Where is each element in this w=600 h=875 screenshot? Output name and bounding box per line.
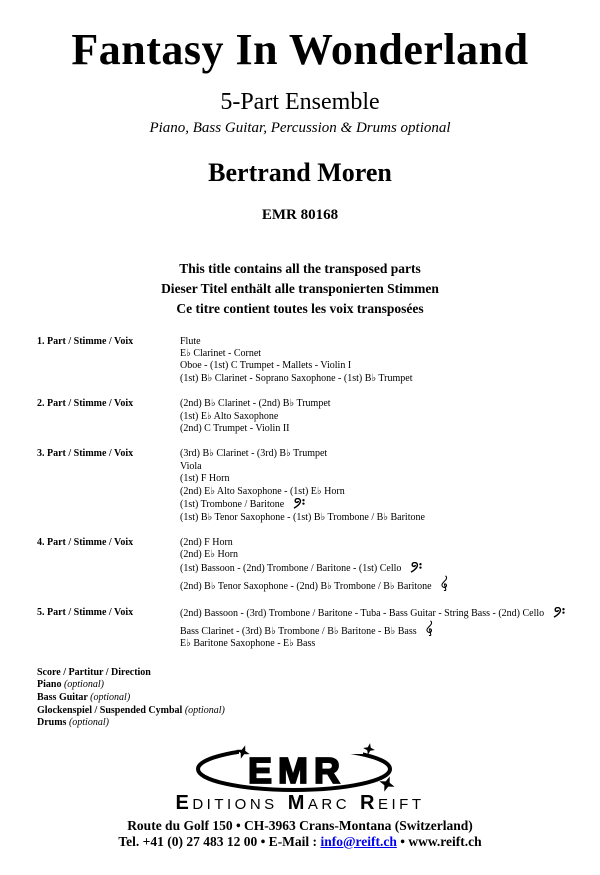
- part-row: [37, 336, 600, 386]
- part-lines: [180, 537, 600, 594]
- part-label: 3. Part / Stimme / Voix: [37, 448, 134, 460]
- part-label: 1. Part / Stimme / Voix: [37, 335, 134, 347]
- instrument-line: Oboe - (1st) C Trumpet - Mallets - Violin I: [180, 360, 352, 372]
- publisher-name-initial: M: [287, 791, 308, 814]
- part-lines: [180, 336, 600, 386]
- instrument-line: Viola: [180, 460, 202, 472]
- instrument-line: (1st) B♭ Clarinet - Soprano Saxophone - (1st) B♭ Trumpet: [180, 372, 413, 384]
- treble-clef-icon: [440, 575, 449, 591]
- instrument-line: (2nd) F Horn: [180, 536, 233, 548]
- part-row: [37, 398, 600, 435]
- score-cover-page: [0, 26, 600, 875]
- notice-line-fr: Ce titre contient toutes les voix transposées: [176, 300, 424, 316]
- instrumentation-note: Piano, Bass Guitar, Percussion & Drums optional: [149, 119, 451, 136]
- component-name: Bass Guitar: [37, 691, 91, 703]
- instrument-line: Bass Clarinet - (3rd) B♭ Trombone / B♭ Baritone - B♭ Bass: [180, 620, 600, 638]
- parts-table: [37, 336, 600, 651]
- score-component-line: [37, 692, 600, 705]
- transposed-parts-notice: [0, 259, 600, 319]
- contact-prefix: Tel. +41 (0) 27 483 12 00 • E-Mail :: [118, 833, 321, 849]
- publisher-address: [0, 818, 600, 850]
- instrument-line: (2nd) B♭ Clarinet - (2nd) B♭ Trumpet: [180, 398, 331, 410]
- notice-line-de: Dieser Titel enthält alle transponierten Stimmen: [161, 280, 439, 296]
- part-row: [37, 448, 600, 523]
- instrument-line: Flute: [180, 335, 201, 347]
- instrument-line: (1st) B♭ Tenor Saxophone - (1st) B♭ Trombone / B♭ Baritone: [180, 511, 425, 523]
- composer-name: Bertrand Moren: [208, 158, 392, 188]
- emr-logo: [193, 742, 407, 794]
- instrument-line: (3rd) B♭ Clarinet - (3rd) B♭ Trumpet: [180, 448, 328, 460]
- part-lines: [180, 607, 600, 651]
- logo-emr-text: EMR: [248, 749, 346, 791]
- instrument-line: E♭ Clarinet - Cornet: [180, 348, 262, 360]
- instrument-line: (2nd) E♭ Horn: [180, 549, 239, 561]
- part-row: [37, 537, 600, 594]
- instrument-line: (2nd) Bassoon - (3rd) Trombone / Baritone - Tuba - Bass Guitar - String Bass - (2nd) Cello: [180, 607, 600, 620]
- bass-clef-icon: [293, 498, 306, 509]
- part-label: 4. Part / Stimme / Voix: [37, 536, 134, 548]
- part-row: [37, 607, 600, 651]
- component-name: Score / Partitur / Direction: [37, 666, 151, 678]
- email-link[interactable]: info@reift.ch: [320, 833, 397, 849]
- part-label: 2. Part / Stimme / Voix: [37, 398, 134, 410]
- optional-flag: (optional): [68, 717, 109, 729]
- ensemble-subtitle: 5-Part Ensemble: [220, 89, 380, 116]
- component-name: Glockenspiel / Suspended Cymbal: [37, 704, 185, 716]
- notice-line-en: This title contains all the transposed parts: [179, 260, 421, 276]
- catalog-number: EMR 80168: [261, 207, 339, 224]
- part-label: 5. Part / Stimme / Voix: [37, 606, 134, 618]
- address-line: Route du Golf 150 • CH-3963 Crans-Montana (Switzerland): [127, 817, 473, 833]
- score-component-line: [37, 717, 600, 730]
- part-lines: [180, 448, 600, 523]
- instrument-line: (1st) E♭ Alto Saxophone: [180, 410, 279, 422]
- optional-flag: (optional): [63, 679, 104, 691]
- instrument-line: (2nd) E♭ Alto Saxophone - (1st) E♭ Horn: [180, 485, 345, 497]
- contact-line: [0, 834, 600, 850]
- website-text: www.reift.ch: [408, 833, 482, 849]
- component-name: Piano: [37, 679, 64, 691]
- optional-flag: (optional): [90, 691, 131, 703]
- publisher-name-initial: E: [175, 791, 193, 814]
- treble-clef-icon: [425, 620, 434, 636]
- instrument-line: (1st) Bassoon - (2nd) Trombone / Baritone - (1st) Cello: [180, 562, 600, 575]
- publisher-name-initial: R: [360, 791, 378, 814]
- publisher-name: E DITIONS M ARC R EIFT: [175, 791, 425, 814]
- score-component-line: [37, 705, 600, 718]
- bass-clef-icon: [410, 562, 423, 573]
- optional-flag: (optional): [184, 704, 225, 716]
- part-lines: [180, 398, 600, 435]
- score-components-list: [37, 667, 600, 730]
- instrument-line: E♭ Baritone Saxophone - E♭ Bass: [180, 638, 316, 650]
- score-component-line: [37, 667, 600, 680]
- component-name: Drums: [37, 717, 69, 729]
- instrument-line: (1st) F Horn: [180, 473, 230, 485]
- page-title: Fantasy In Wonderland: [71, 25, 529, 74]
- instrument-line: (1st) Trombone / Baritone: [180, 498, 600, 511]
- bass-clef-icon: [553, 607, 566, 618]
- contact-separator: •: [396, 833, 409, 849]
- score-component-line: [37, 679, 600, 692]
- instrument-line: (2nd) B♭ Tenor Saxophone - (2nd) B♭ Trombone / B♭ Baritone: [180, 575, 600, 593]
- publisher-block: [0, 742, 600, 850]
- instrument-line: (2nd) C Trumpet - Violin II: [180, 423, 290, 435]
